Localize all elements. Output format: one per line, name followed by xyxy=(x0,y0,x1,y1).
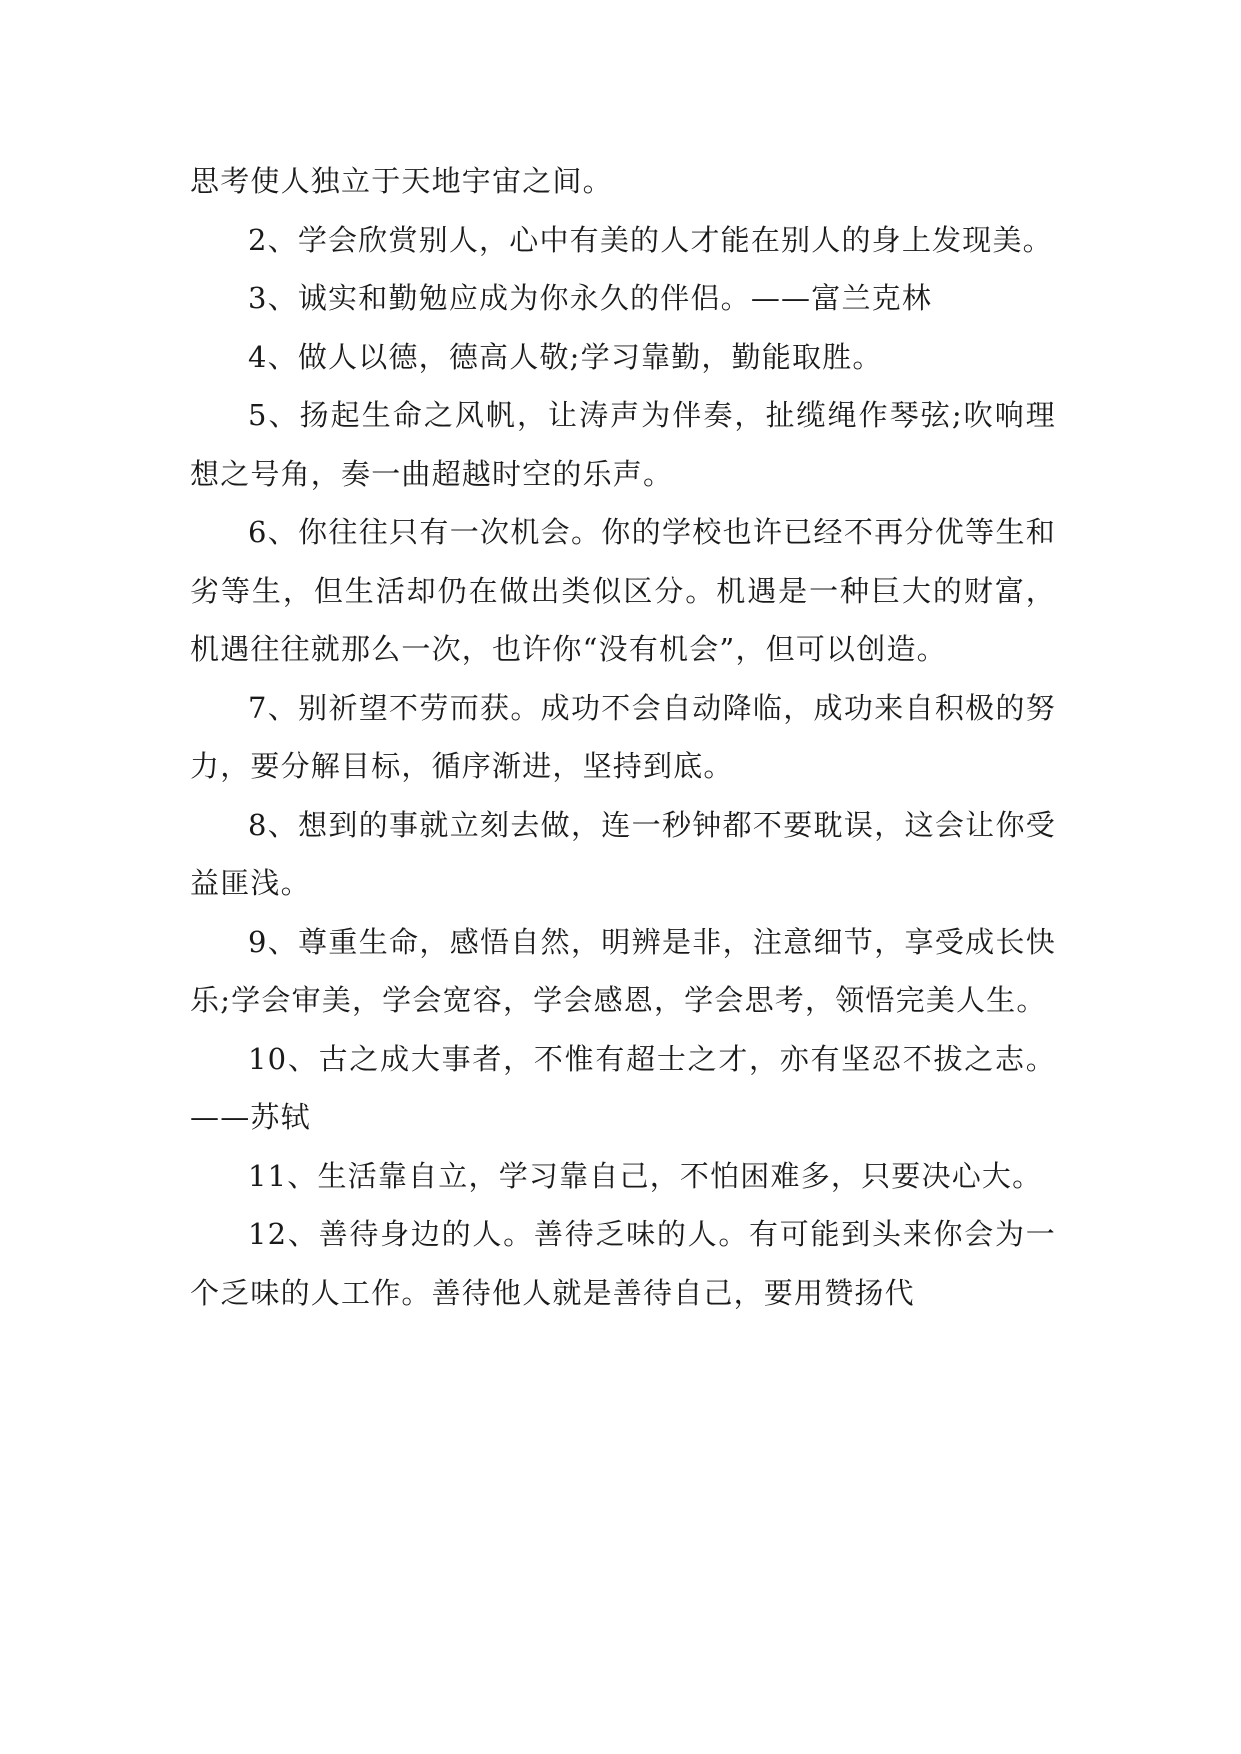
paragraph-item-11: 11、生活靠自立，学习靠自己，不怕困难多，只要决心大。 xyxy=(248,1158,1043,1193)
paragraph-item-6: 6、你往往只有一次机会。你的学校也许已经不再分优等生和劣等生，但生活却仍在做出类似区分。机遇是一种巨大的财富，机遇往往就那么一次，也许你“没有机会”，但可以创造。 xyxy=(190,515,1056,666)
paragraph-item-3: 3、诚实和勤勉应成为你永久的伴侣。——富兰克林 xyxy=(248,281,933,315)
paragraph-item-4: 4、做人以德，德高人敬;学习靠勤，勤能取胜。 xyxy=(248,339,883,374)
paragraph-item-7: 7、别祈望不劳而获。成功不会自动降临，成功来自积极的努力，要分解目标，循序渐进，坚持到底。 xyxy=(190,690,1056,783)
paragraph-item-12: 12、善待身边的人。善待乏味的人。有可能到头来你会为一个乏味的人工作。善待他人就是善待自己，要用赞扬代 xyxy=(190,1217,1056,1310)
paragraph-item-8: 8、想到的事就立刻去做，连一秒钟都不要耽误，这会让你受益匪浅。 xyxy=(190,807,1056,900)
paragraph-item-2: 2、学会欣赏别人，心中有美的人才能在别人的身上发现美。 xyxy=(248,222,1053,257)
paragraph-item-5: 5、扬起生命之风帆，让涛声为伴奏，扯缆绳作琴弦;吹响理想之号角，奏一曲超越时空的乐声。 xyxy=(190,398,1056,491)
paragraph-item-10: 10、古之成大事者，不惟有超士之才，亦有坚忍不拔之志。——苏轼 xyxy=(190,1041,1056,1134)
document-body xyxy=(190,152,1056,1322)
paragraph-item-9: 9、尊重生命，感悟自然，明辨是非，注意细节，享受成长快乐;学会审美，学会宽容，学会感恩，学会思考，领悟完美人生。 xyxy=(190,924,1056,1017)
paragraph-continuation: 思考使人独立于天地宇宙之间。 xyxy=(190,164,613,198)
